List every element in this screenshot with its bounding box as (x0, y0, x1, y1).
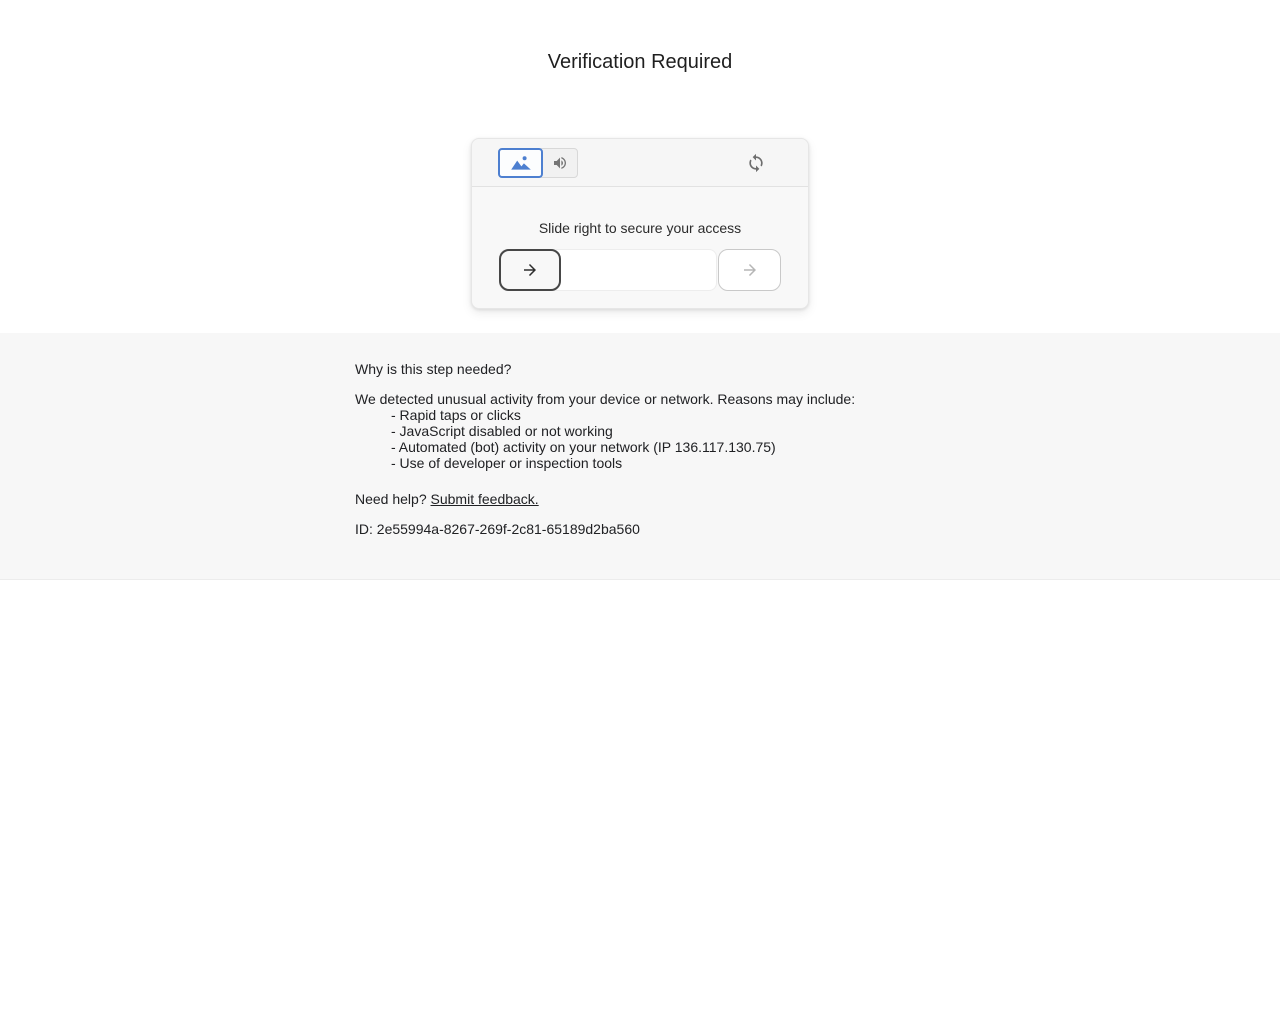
submit-feedback-link[interactable]: Submit feedback. (430, 491, 539, 507)
slider-captcha (499, 249, 781, 291)
info-content (355, 361, 995, 537)
reason-item: - JavaScript disabled or not working (391, 423, 613, 439)
image-icon (510, 155, 532, 171)
captcha-body (472, 187, 808, 291)
audio-mode-button[interactable] (541, 148, 578, 178)
refresh-icon (746, 153, 766, 173)
reason-item: - Rapid taps or clicks (391, 407, 521, 423)
reason-item: - Automated (bot) activity on your network (IP 136.117.130.75) (391, 439, 776, 455)
arrow-forward-icon (741, 261, 759, 279)
help-prefix: Need help? (355, 491, 431, 507)
volume-up-icon (552, 155, 568, 171)
info-section (0, 333, 1280, 580)
captcha-mode-toggle (498, 148, 578, 178)
captcha-toolbar (472, 139, 808, 187)
refresh-button[interactable] (744, 151, 768, 175)
slider-instruction: Slide right to secure your access (538, 220, 742, 236)
reason-item: - Use of developer or inspection tools (391, 455, 623, 471)
image-mode-button[interactable] (498, 148, 543, 178)
info-heading: Why is this step needed? (355, 361, 512, 377)
captcha-widget (471, 138, 809, 309)
verification-id: ID: 2e55994a-8267-269f-2c81-65189d2ba560 (355, 521, 640, 537)
page-title: Verification Required (547, 51, 733, 73)
info-intro: We detected unusual activity from your device or network. Reasons may include: (355, 391, 856, 407)
slider-handle[interactable] (499, 249, 561, 291)
help-line (355, 491, 995, 507)
slider-target (718, 249, 781, 291)
arrow-forward-icon (521, 261, 539, 279)
